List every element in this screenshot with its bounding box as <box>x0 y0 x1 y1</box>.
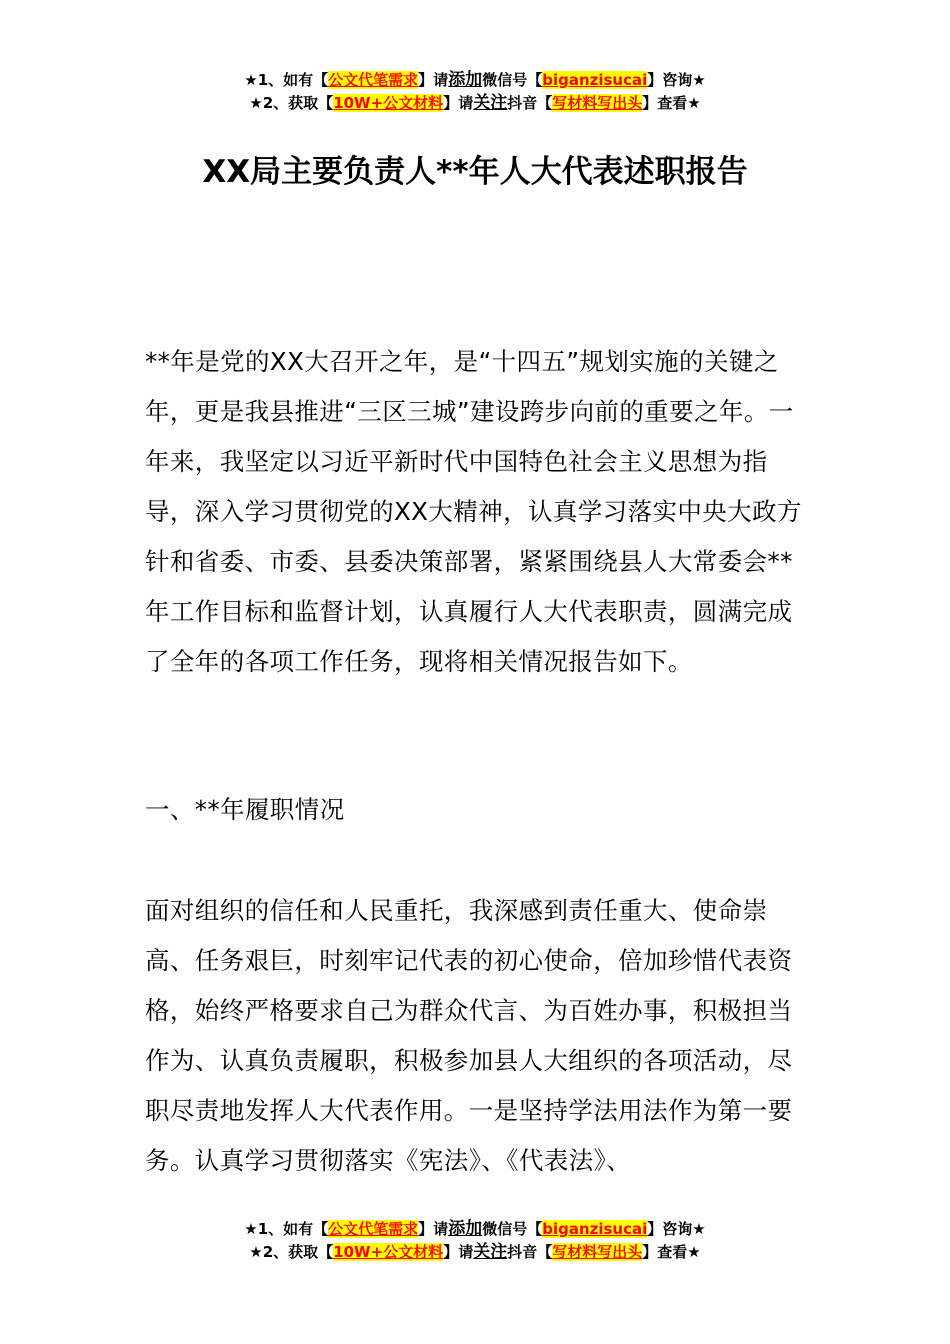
banner-highlight: 10W+公文材料 <box>333 1243 444 1261</box>
banner-text: 】请 <box>418 71 449 89</box>
banner-text: 微信号【 <box>482 71 543 89</box>
document-title: XX局主要负责人**年人大代表述职报告 <box>202 154 748 190</box>
banner-emphasis: 添加 <box>448 1219 483 1239</box>
banner-line-2 <box>0 92 950 115</box>
banner-highlight: 公文代笔需求 <box>328 71 419 89</box>
banner-text: 抖音【 <box>507 94 553 112</box>
banner-text: 】查看★ <box>642 94 701 112</box>
section-heading: 一、**年履职情况 <box>145 795 345 824</box>
banner-highlight: 10W+公文材料 <box>333 94 444 112</box>
body-paragraph: 面对组织的信任和人民重托，我深感到责任重大、使命崇高、任务艰巨，时刻牢记代表的初心使命，倍加珍惜代表资格，始终严格要求自己为群众代言、为百姓办事，积极担当作为、认真负责履职，积极参加县人大组织的各项活动，尽职尽责地发挥人大代表作用。一是坚持学法用法作为第一要务。认真学习贯彻落实《宪法》、《代表法》、 <box>145 896 793 1175</box>
banner-highlight: biganzisucai <box>542 71 648 89</box>
banner-emphasis: 添加 <box>448 70 483 90</box>
banner-highlight: 公文代笔需求 <box>328 1220 419 1238</box>
banner-line-2 <box>0 1241 950 1264</box>
banner-text: 】查看★ <box>642 1243 701 1261</box>
banner-text: ★1、如有【 <box>244 1220 329 1238</box>
banner-line-1 <box>0 1218 950 1241</box>
banner-text: 抖音【 <box>507 1243 553 1261</box>
header-banner <box>0 69 950 115</box>
banner-highlight: biganzisucai <box>542 1220 648 1238</box>
footer-banner <box>0 1218 950 1264</box>
banner-emphasis: 关注 <box>473 93 508 113</box>
banner-text: 】咨询★ <box>647 1220 706 1238</box>
banner-text: ★2、获取【 <box>249 1243 334 1261</box>
banner-text: ★2、获取【 <box>249 94 334 112</box>
banner-emphasis: 关注 <box>473 1242 508 1262</box>
banner-highlight: 写材料写出头 <box>552 1243 643 1261</box>
banner-text: 】请 <box>443 1243 474 1261</box>
banner-text: 】请 <box>443 94 474 112</box>
banner-highlight: 写材料写出头 <box>552 94 643 112</box>
banner-text: 】咨询★ <box>647 71 706 89</box>
banner-text: ★1、如有【 <box>244 71 329 89</box>
banner-line-1 <box>0 69 950 92</box>
banner-text: 】请 <box>418 1220 449 1238</box>
intro-paragraph: **年是党的XX大召开之年，是“十四五”规划实施的关键之年，更是我县推进“三区三城”建设跨步向前的重要之年。一年来，我坚定以习近平新时代中国特色社会主义思想为指导，深入学习贯彻党的XX大精神，认真学习落实中央大政方针和省委、市委、县委决策部署，紧紧围绕县人大常委会**年工作目标和监督计划，认真履行人大代表职责，圆满完成了全年的各项工作任务，现将相关情况报告如下。 <box>145 347 802 676</box>
banner-text: 微信号【 <box>482 1220 543 1238</box>
